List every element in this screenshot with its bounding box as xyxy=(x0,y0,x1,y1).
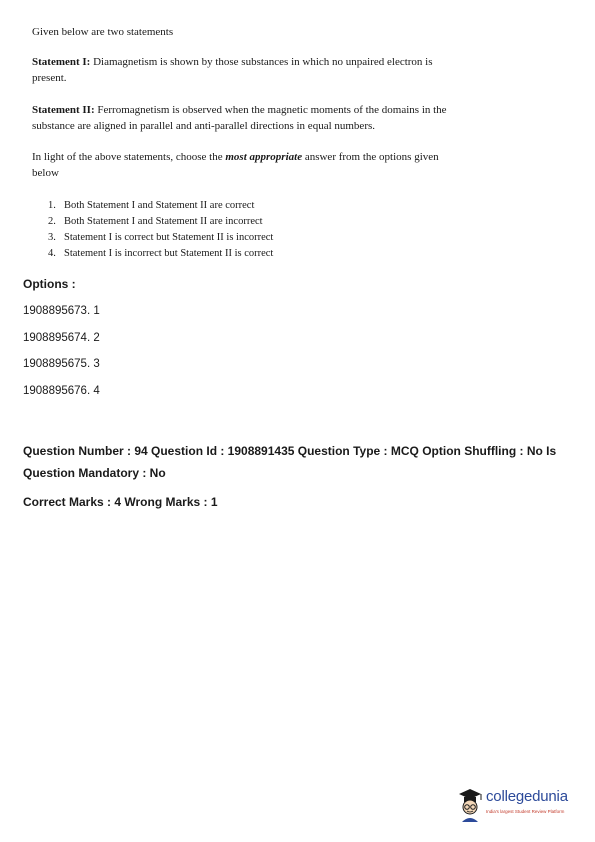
choice-item xyxy=(48,214,273,230)
instruction-after: answer from the options given below xyxy=(32,151,439,179)
options-heading: Options : xyxy=(23,277,76,291)
choice-item xyxy=(48,230,273,246)
statement-1-text: Diamagnetism is shown by those substances in which no unpaired electron is present. xyxy=(32,56,433,84)
choice-text: Statement I is incorrect but Statement II is correct xyxy=(64,248,274,259)
option-item: 1908895675. 3 xyxy=(23,358,100,370)
collegedunia-logo xyxy=(455,785,580,825)
option-item: 1908895673. 1 xyxy=(23,305,100,317)
statement-1 xyxy=(32,54,462,86)
choice-number: 1. xyxy=(48,200,56,211)
logo-wordmark: collegedunia xyxy=(486,788,568,805)
option-item: 1908895674. 2 xyxy=(23,332,100,344)
choice-text: Statement I is correct but Statement II is incorrect xyxy=(64,232,274,243)
student-mascot-icon xyxy=(455,785,485,825)
answer-choices xyxy=(48,198,273,262)
logo-tagline: India's largest Student Review Platform xyxy=(486,809,565,814)
choice-item xyxy=(48,246,273,262)
question-intro: Given below are two statements xyxy=(32,26,174,38)
marks-meta: Correct Marks : 4 Wrong Marks : 1 xyxy=(23,495,218,509)
question-meta: Question Number : 94 Question Id : 1908891435 Question Type : MCQ Option Shuffling : No Is Question Mandatory : No xyxy=(23,444,557,480)
choice-number: 3. xyxy=(48,232,56,243)
instruction-emphasis: most appropriate xyxy=(225,151,303,163)
statement-2 xyxy=(32,102,462,134)
statement-1-label: Statement I: xyxy=(32,56,91,68)
statement-2-text: Ferromagnetism is observed when the magnetic moments of the domains in the substance are aligned in parallel and anti-parallel directions in equal numbers. xyxy=(32,104,447,132)
statement-2-label: Statement II: xyxy=(32,104,95,116)
choice-number: 4. xyxy=(48,248,56,259)
option-item: 1908895676. 4 xyxy=(23,385,100,397)
choice-item xyxy=(48,198,273,214)
instruction-before: In light of the above statements, choose the xyxy=(32,151,226,163)
choice-text: Both Statement I and Statement II are correct xyxy=(64,200,255,211)
question-instruction xyxy=(32,149,462,181)
choice-text: Both Statement I and Statement II are incorrect xyxy=(64,216,263,227)
choice-number: 2. xyxy=(48,216,56,227)
